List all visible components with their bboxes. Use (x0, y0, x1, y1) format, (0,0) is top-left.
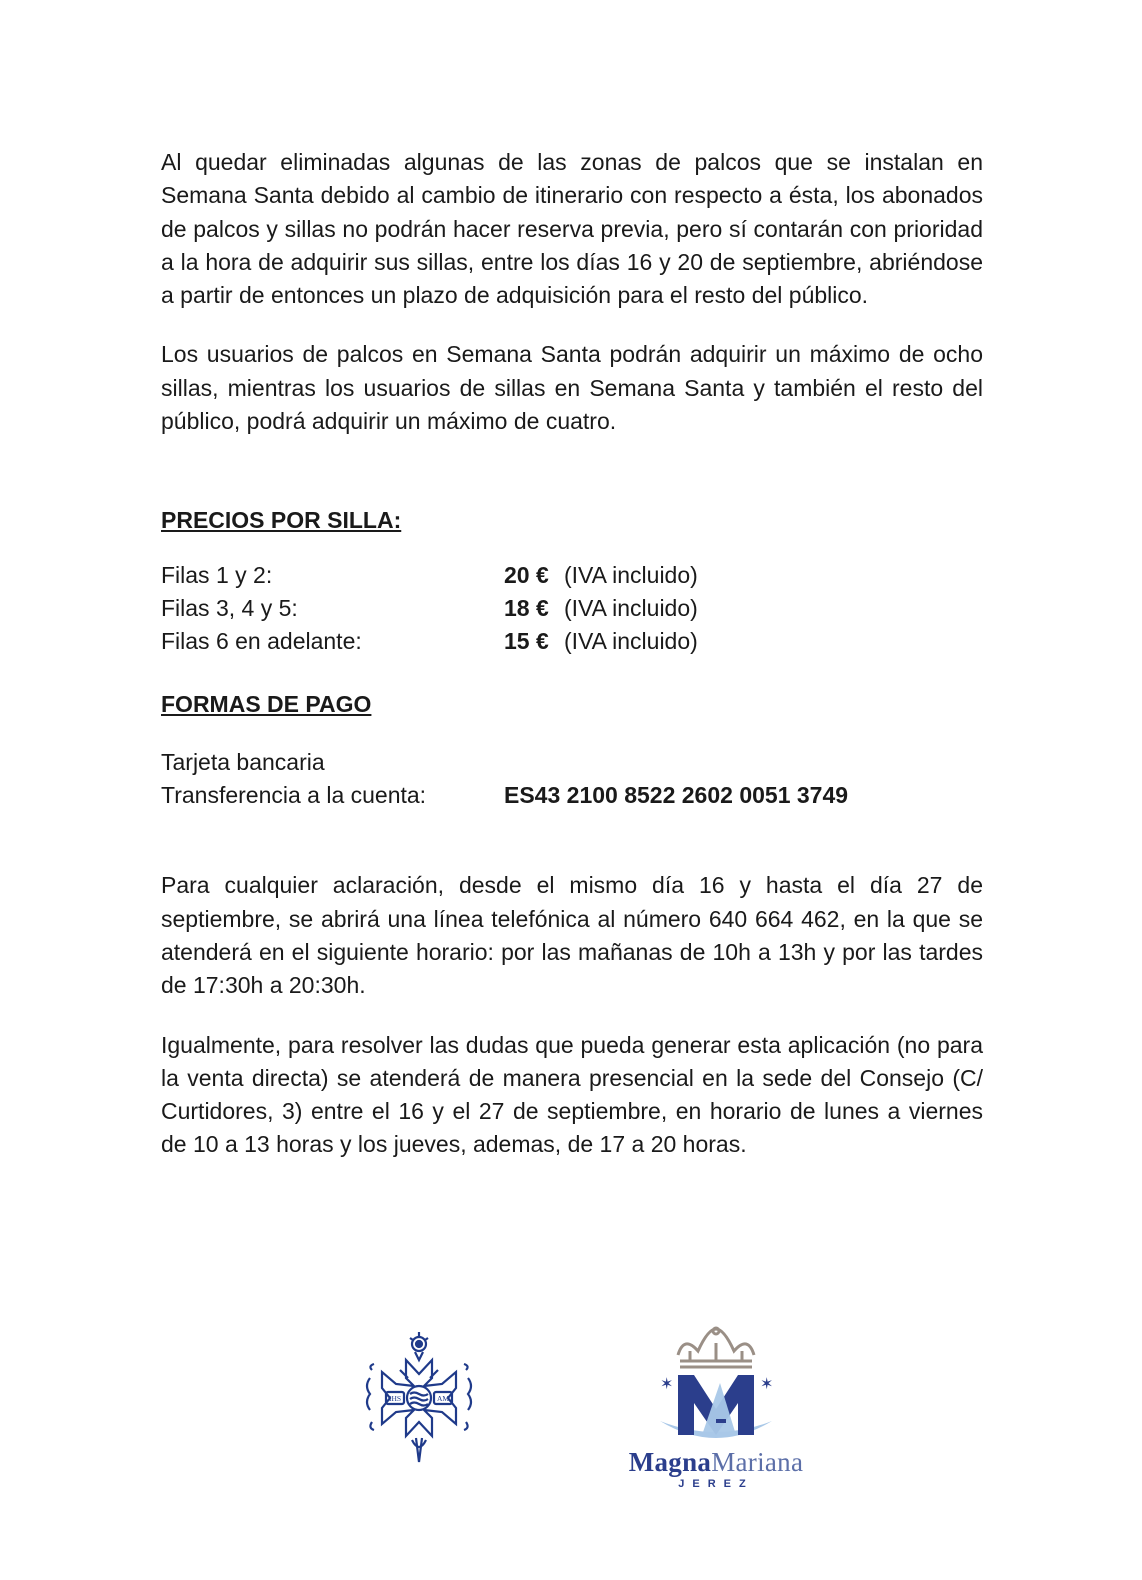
brand-subtitle: JEREZ (678, 1478, 754, 1490)
price-row-note: (IVA incluido) (564, 628, 698, 655)
price-row (161, 559, 983, 592)
payment-card: Tarjeta bancaria (161, 749, 325, 776)
payment-methods (161, 746, 983, 812)
price-list (161, 559, 983, 658)
paragraph-in-person-info: Igualmente, para resolver las dudas que pueda generar esta aplicación (no para la venta directa) se atenderá de manera presencial en la sede del Consejo (C/ Curtidores, 3) entre el 16 y el 27 de septiembre, en horario de lunes a viernes de 10 a 13 horas y los jueves, ademas, de 17 a 20 horas. (161, 1031, 983, 1158)
paragraph-box-priority: Al quedar eliminadas algunas de las zonas de palcos que se instalan en Semana Santa debido al cambio de itinerario con respecto a ésta, los abonados de palcos y sillas no podrán hacer reserva previa, pero sí contarán con prioridad a la hora de adquirir sus sillas, entre los días 16 y 20 de septiembre, abriéndose a partir de entonces un plazo de adquisición para el resto del público. (161, 149, 983, 309)
paragraph-phone-info: Para cualquier aclaración, desde el mismo día 16 y hasta el día 27 de septiembre, se abrirá una línea telefónica al número 640 664 462, en la que se atenderá en el siguiente horario: por las mañanas de 10h a 13h y por las tardes de 17:30h a 20:30h. (161, 872, 983, 999)
brand-word-magna: Magna (628, 1447, 712, 1477)
price-row-note: (IVA incluido) (564, 562, 698, 589)
payment-card-line (161, 746, 983, 779)
price-row-label: Filas 3, 4 y 5: (161, 595, 298, 622)
price-row-note: (IVA incluido) (564, 595, 698, 622)
svg-text:✶: ✶ (760, 1374, 774, 1393)
payment-iban: ES43 2100 8522 2602 0051 3749 (504, 782, 849, 809)
footer-logos (0, 1325, 1142, 1525)
magna-mariana-emblem (620, 1325, 812, 1447)
council-seal-logo (360, 1330, 478, 1470)
price-row (161, 625, 983, 658)
price-row (161, 592, 983, 625)
paragraph-purchase-limits: Los usuarios de palcos en Semana Santa podrán adquirir un máximo de ocho sillas, mientras los usuarios de sillas en Semana Santa y también el resto del público, podrá adquirir un máximo de cuatro. (161, 341, 983, 435)
magna-mariana-logo (620, 1325, 812, 1495)
brand-name (620, 1447, 812, 1478)
price-row-amount: 18 € (504, 595, 549, 622)
seal-text-left: IHS (388, 1394, 402, 1403)
prices-heading: PRECIOS POR SILLA: (161, 507, 402, 534)
payment-transfer-line (161, 779, 983, 812)
svg-text:✶: ✶ (660, 1374, 674, 1393)
price-row-label: Filas 6 en adelante: (161, 628, 362, 655)
price-row-label: Filas 1 y 2: (161, 562, 273, 589)
document-body (161, 146, 983, 1162)
price-row-amount: 15 € (504, 628, 549, 655)
payment-heading: FORMAS DE PAGO (161, 691, 372, 718)
seal-text-right: AM (436, 1394, 450, 1403)
payment-transfer-label: Transferencia a la cuenta: (161, 782, 427, 809)
price-row-amount: 20 € (504, 562, 549, 589)
brand-word-mariana: Mariana (711, 1447, 804, 1477)
